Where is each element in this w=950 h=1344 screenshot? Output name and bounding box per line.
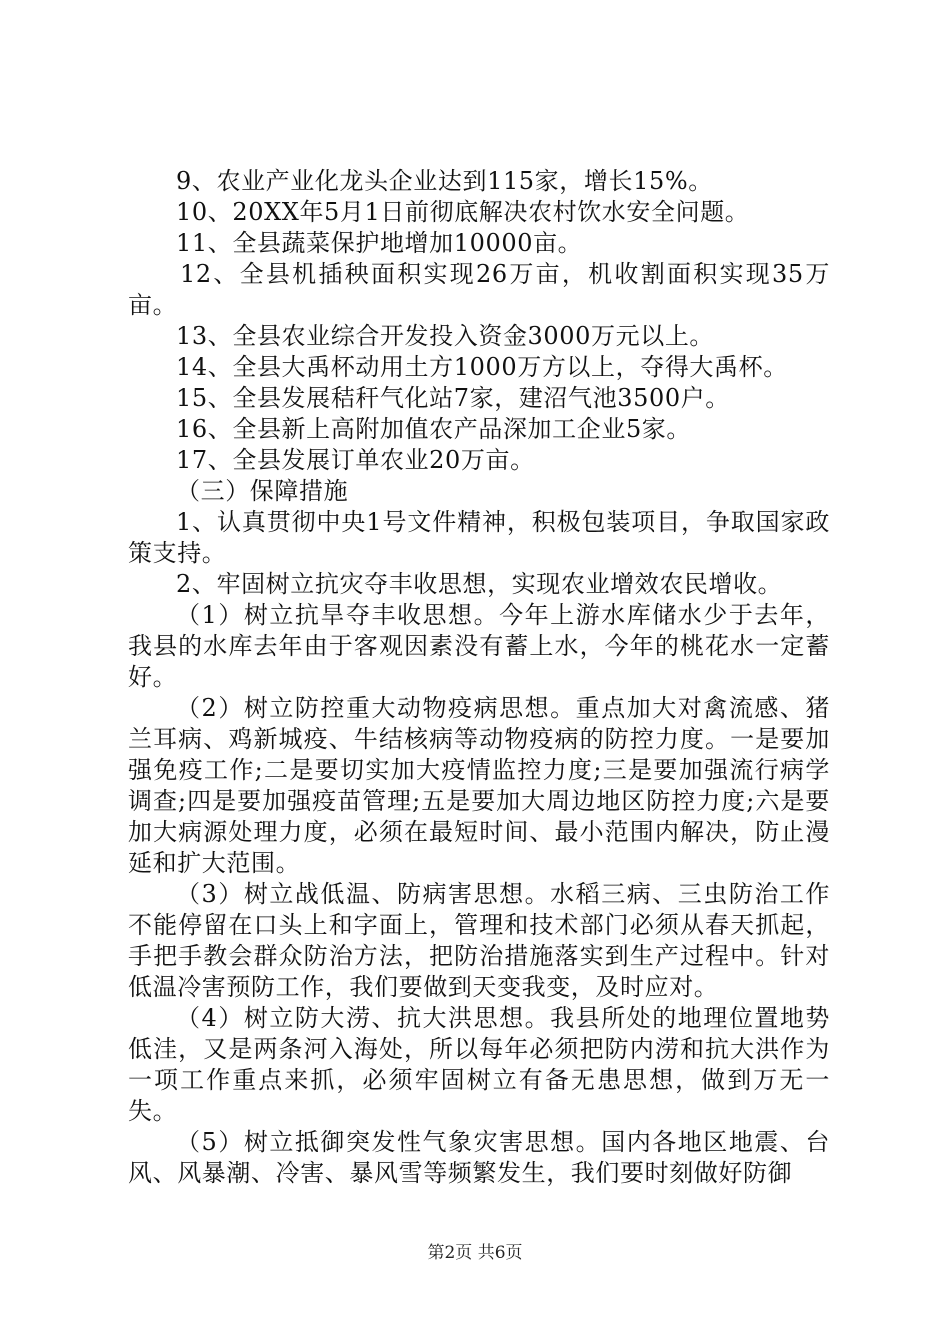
paragraph-sub-2: （2）树立防控重大动物疫病思想。重点加大对禽流感、猪兰耳病、鸡新城疫、牛结核病等动物疫病的防控力度。一是要加强免疫工作;二是要切实加大疫情监控力度;三是要加强流行病学调查;四是要加强疫苗管理;五是要加大周边地区防控力度;六是要加大病源处理力度，必须在最短时间、最小范围内解决，防止漫延和扩大范围。 <box>128 694 830 877</box>
paragraph-item-12: 12、全县机插秧面积实现26万亩，机收割面积实现35万亩。 <box>128 260 830 319</box>
paragraph-sub-4: （4）树立防大涝、抗大洪思想。我县所处的地理位置地势低洼，又是两条河入海处，所以每年必须把防内涝和抗大洪作为一项工作重点来抓，必须牢固树立有备无患思想，做到万无一失。 <box>128 1004 830 1125</box>
paragraph-measure-1: 1、认真贯彻中央1号文件精神，积极包装项目，争取国家政策支持。 <box>128 508 830 567</box>
paragraph-item-15: 15、全县发展秸秆气化站7家，建沼气池3500户。 <box>176 384 730 412</box>
paragraph-measure-2: 2、牢固树立抗灾夺丰收思想，实现农业增效农民增收。 <box>176 570 783 598</box>
paragraph-item-13: 13、全县农业综合开发投入资金3000万元以上。 <box>176 322 715 350</box>
paragraph-sub-3: （3）树立战低温、防病害思想。水稻三病、三虫防治工作不能停留在口头上和字面上，管理和技术部门必须从春天抓起，手把手教会群众防治方法，把防治措施落实到生产过程中。针对低温冷害预防工作，我们要做到天变我变，及时应对。 <box>128 880 830 1001</box>
paragraph-item-17: 17、全县发展订单农业20万亩。 <box>176 446 535 474</box>
paragraph-sub-1: （1）树立抗旱夺丰收思想。今年上游水库储水少于去年，我县的水库去年由于客观因素没有蓄上水，今年的桃花水一定蓄好。 <box>128 601 830 691</box>
document-body <box>128 166 830 1189</box>
paragraph-item-9: 9、农业产业化龙头企业达到115家，增长15%。 <box>176 167 713 195</box>
paragraph-item-14: 14、全县大禹杯动用土方1000万方以上，夺得大禹杯。 <box>176 353 788 381</box>
paragraph-item-11: 11、全县蔬菜保护地增加10000亩。 <box>176 229 583 257</box>
paragraph-item-16: 16、全县新上高附加值农产品深加工企业5家。 <box>176 415 692 443</box>
paragraph-sub-5: （5）树立抵御突发性气象灾害思想。国内各地区地震、台风、风暴潮、冷害、暴风雪等频繁发生，我们要时刻做好防御 <box>128 1128 830 1187</box>
paragraph-item-10: 10、20XX年5月1日前彻底解决农村饮水安全问题。 <box>176 198 750 226</box>
page-number-footer: 第2页 共6页 <box>427 1243 523 1263</box>
section-heading-safeguards: （三）保障措施 <box>176 477 349 505</box>
